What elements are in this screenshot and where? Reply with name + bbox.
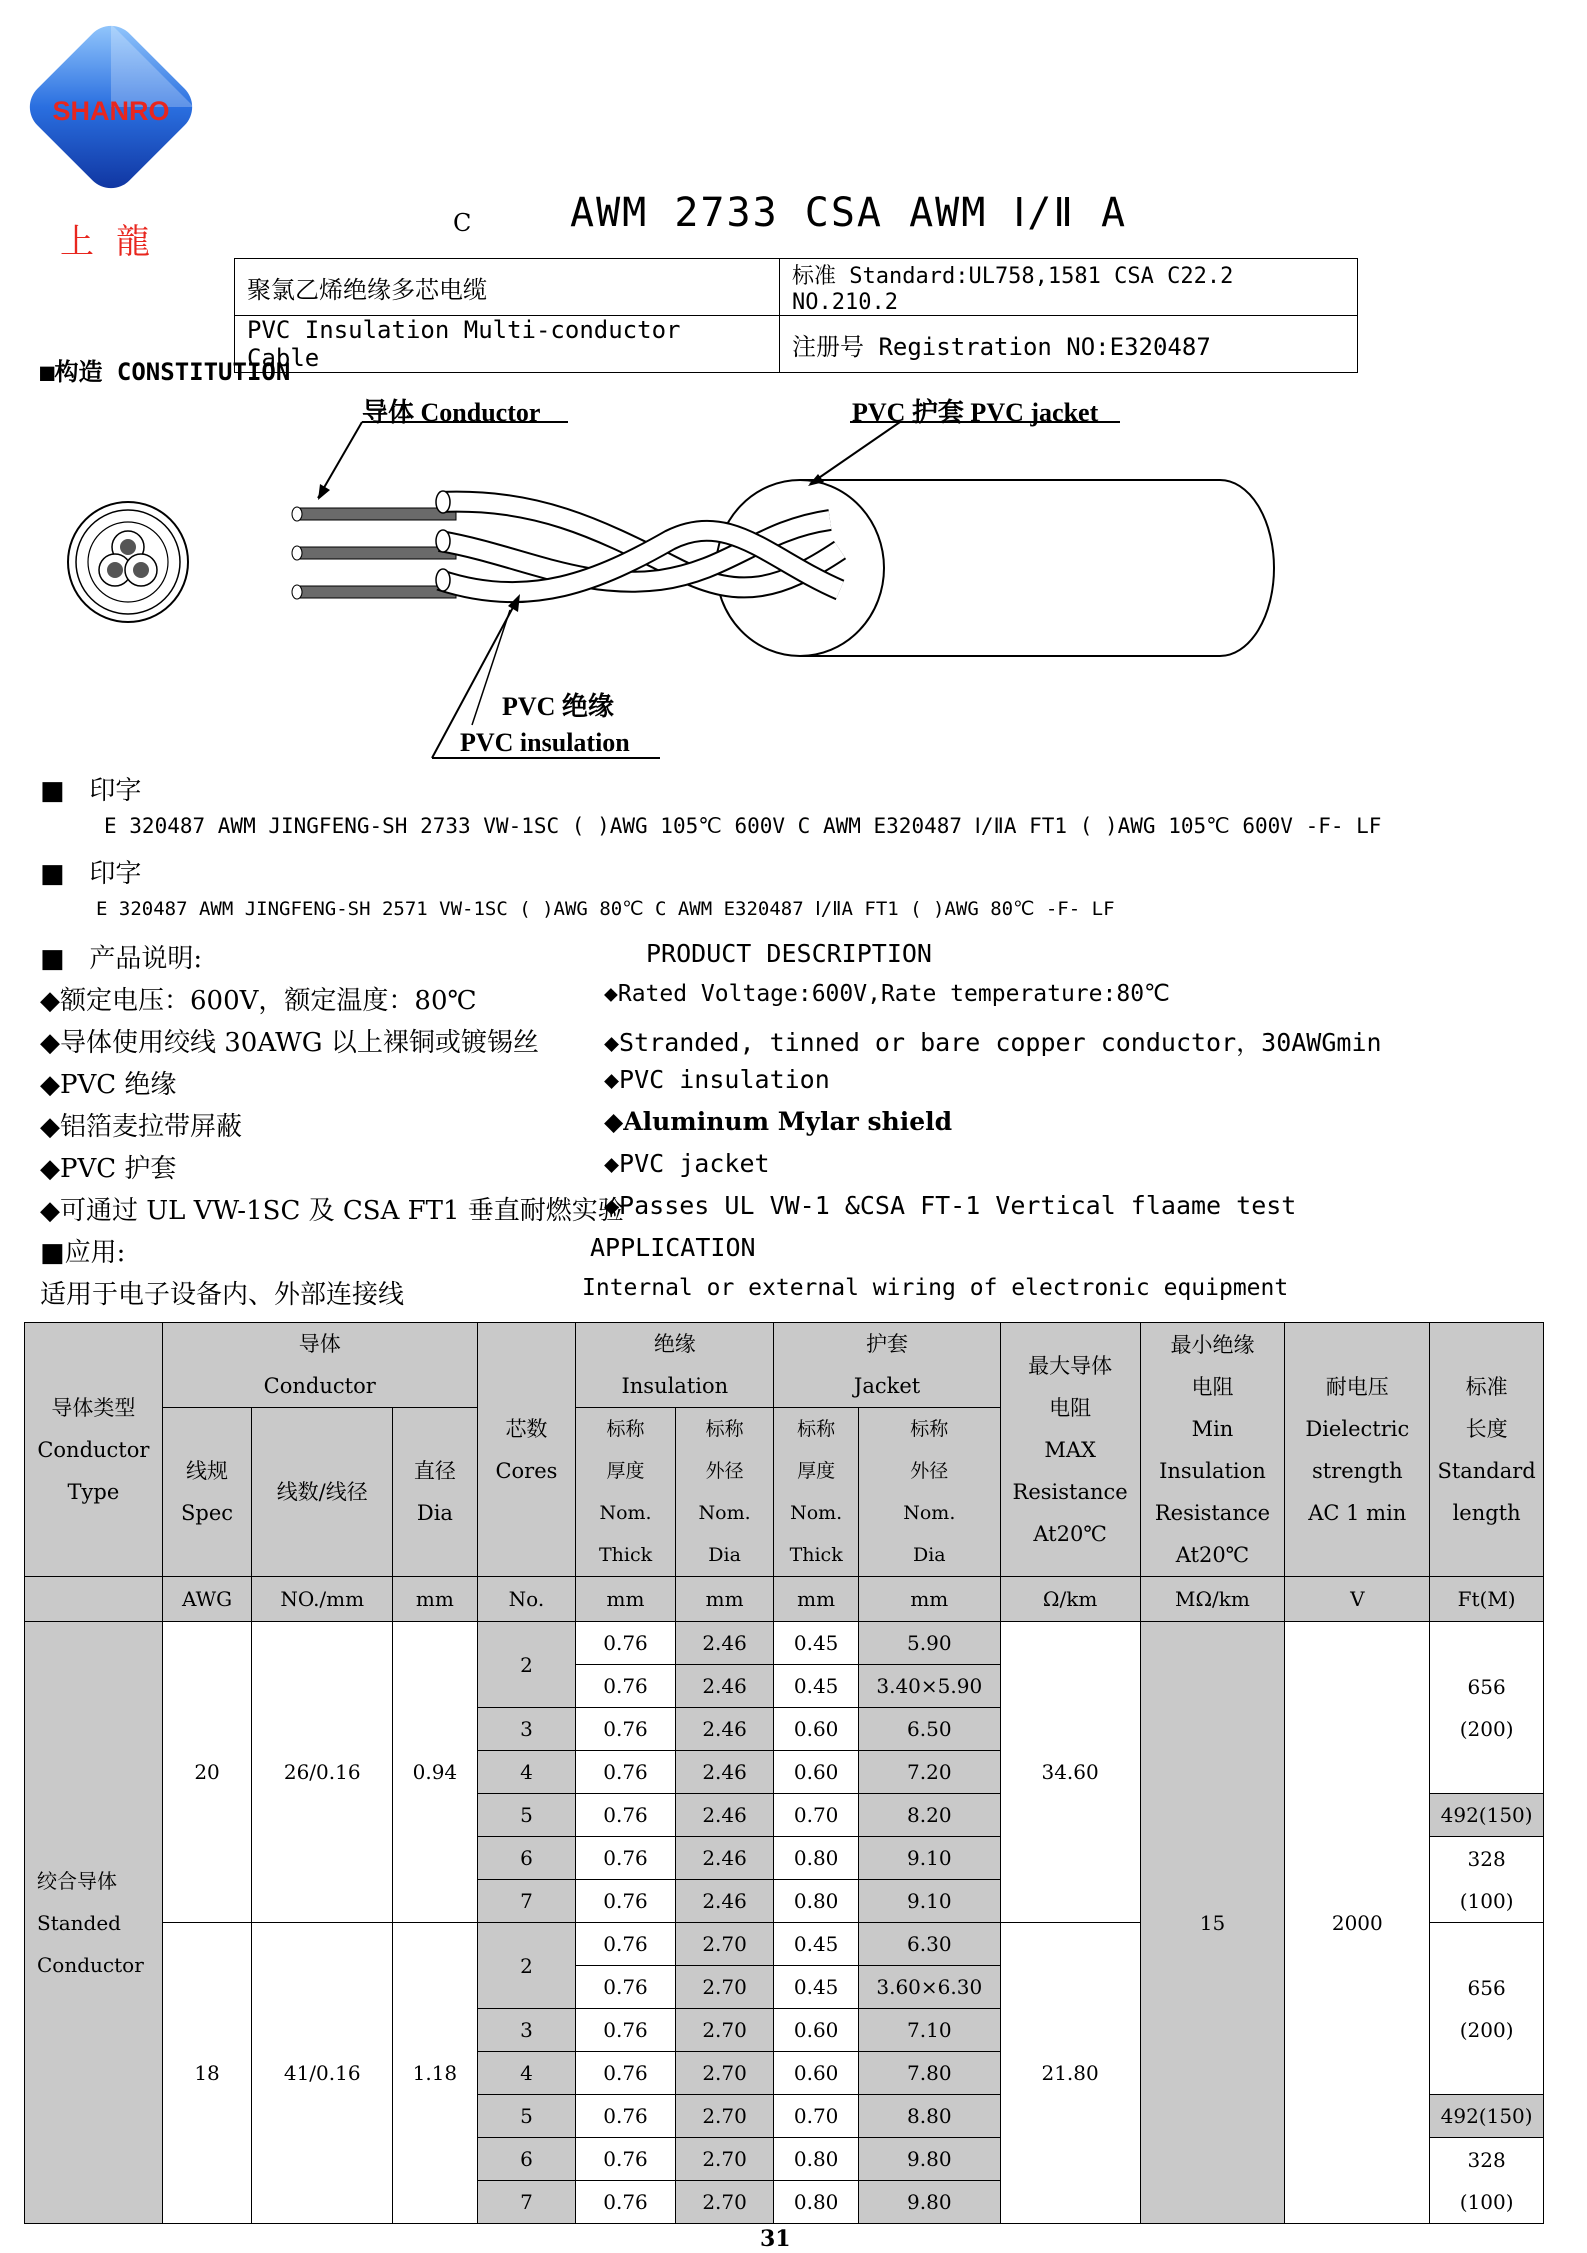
cores-cell: 6 [477,1837,576,1880]
jk-od-cell: 7.20 [858,1751,1000,1794]
ins-od-cell: 2.70 [675,1923,774,1966]
ins-thick-cell: 0.76 [576,2052,676,2095]
jk-od-cell: 6.50 [858,1708,1000,1751]
jk-od-cell: 7.80 [858,2052,1000,2095]
desc-item-en-3: ◆PVC insulation [604,1065,830,1094]
unit-ins-thick: mm [576,1577,676,1622]
resistance-18: 21.80 [1000,1923,1140,2224]
application-text-en: Internal or external wiring of electronic equipment [582,1275,1289,1301]
unit-resistance: Ω/km [1000,1577,1140,1622]
jk-od-cell: 8.80 [858,2095,1000,2138]
jk-od-cell: 3.60×6.30 [858,1966,1000,2009]
unit-awg: AWG [162,1577,252,1622]
standard: 标准 Standard:UL758,1581 CSA C22.2 NO.210.2 [780,259,1358,316]
length-cell: 656 (200) [1430,1622,1544,1794]
ins-thick-cell: 0.76 [576,2095,676,2138]
unit-jk-od: mm [858,1577,1000,1622]
jk-od-cell: 3.40×5.90 [858,1665,1000,1708]
title-prefix: C [453,209,472,237]
cable-name-en: PVC Insulation Multi-conductor Cable [235,316,780,373]
th-dielectric-strength: 耐电压 Dielectric strength AC 1 min [1285,1323,1430,1577]
length-cell: 492(150) [1430,2095,1544,2138]
marking-text-2: E 320487 AWM JINGFENG-SH 2571 VW-1SC ( )AWG 80℃ C AWM E320487 Ⅰ/ⅡA FT1 ( )AWG 80℃ -F- LF [96,898,1115,920]
unit-empty [25,1577,163,1622]
jk-thick-cell: 0.80 [774,1880,858,1923]
jk-thick-cell: 0.45 [774,1966,858,2009]
length-cell: 492(150) [1430,1794,1544,1837]
awg-18: 18 [162,1923,252,2224]
desc-item-cn-2: ◆导体使用绞线 30AWG 以上裸铜或镀锡丝 [40,1028,539,1058]
jk-thick-cell: 0.70 [774,2095,858,2138]
ins-od-cell: 2.70 [675,1966,774,2009]
cores-cell: 5 [477,1794,576,1837]
length-cell: 328 (100) [1430,2138,1544,2224]
ins-thick-cell: 0.76 [576,1880,676,1923]
th-strands: 线数/线径 [252,1408,393,1577]
desc-item-cn-1: ◆额定电压：600V，额定温度：80℃ [40,986,477,1016]
jk-od-cell: 9.80 [858,2181,1000,2224]
cores-cell: 4 [477,1751,576,1794]
ins-od-cell: 2.46 [675,1665,774,1708]
ins-thick-cell: 0.76 [576,1837,676,1880]
page-title: AWM 2733 CSA AWM Ⅰ/Ⅱ A [570,190,1128,236]
ins-thick-cell: 0.76 [576,2138,676,2181]
logo-text: SHANRO [52,96,170,126]
ins-thick-cell: 0.76 [576,2009,676,2052]
ins-od-cell: 2.46 [675,1837,774,1880]
th-ins-thick: 标称 厚度 Nom. Thick [576,1408,676,1577]
jk-od-cell: 8.20 [858,1794,1000,1837]
ins-thick-cell: 0.76 [576,1708,676,1751]
cores-cell: 7 [477,2181,576,2224]
cores-cell: 5 [477,2095,576,2138]
ins-thick-cell: 0.76 [576,1966,676,2009]
unit-ins-resistance: MΩ/km [1140,1577,1285,1622]
unit-dia: mm [393,1577,478,1622]
ins-thick-cell: 0.76 [576,2181,676,2224]
desc-item-en-6: ◆Passes UL VW-1 &CSA FT-1 Vertical flaame test [604,1191,1297,1220]
ins-thick-cell: 0.76 [576,1794,676,1837]
ins-thick-cell: 0.76 [576,1622,676,1665]
insulation-resistance: 15 [1140,1622,1285,2224]
length-cell: 328 (100) [1430,1837,1544,1923]
header-table [234,258,1358,373]
cores-cell: 3 [477,2009,576,2052]
desc-item-cn-5: ◆PVC 护套 [40,1154,177,1184]
th-min-insulation-resistance: 最小绝缘 电阻 Min Insulation Resistance At20℃ [1140,1323,1285,1577]
jk-thick-cell: 0.60 [774,1751,858,1794]
cores-cell: 6 [477,2138,576,2181]
th-conductor-type: 导体类型 Conductor Type [25,1323,163,1577]
logo-chinese-name: 上龍 [60,222,172,262]
conductor-type-cell: 绞合导体 Standed Conductor [25,1622,163,2224]
ins-od-cell: 2.70 [675,2095,774,2138]
th-standard-length: 标准 长度 Standard length [1430,1323,1544,1577]
strands-18: 41/0.16 [252,1923,393,2224]
th-max-resistance: 最大导体 电阻 MAX Resistance At20℃ [1000,1323,1140,1577]
application-text-cn: 适用于电子设备内、外部连接线 [40,1280,405,1310]
desc-item-cn-4: ◆铝箔麦拉带屏蔽 [40,1112,242,1142]
unit-length: Ft(M) [1430,1577,1544,1622]
jk-od-cell: 6.30 [858,1923,1000,1966]
desc-item-en-2: ◆Stranded, tinned or bare copper conductor，30AWGmin [604,1028,1382,1057]
th-spec: 线规 Spec [162,1408,252,1577]
desc-item-cn-3: ◆PVC 绝缘 [40,1070,177,1100]
th-cores: 芯数 Cores [477,1323,576,1577]
jk-od-cell: 9.10 [858,1880,1000,1923]
th-jk-od: 标称 外径 Nom. Dia [858,1408,1000,1577]
jk-thick-cell: 0.80 [774,2181,858,2224]
jk-thick-cell: 0.80 [774,1837,858,1880]
unit-dielectric: V [1285,1577,1430,1622]
dielectric-strength: 2000 [1285,1622,1430,2224]
cores-cell: 2 [477,1923,576,2009]
th-dia: 直径 Dia [393,1408,478,1577]
ins-od-cell: 2.70 [675,2009,774,2052]
jk-thick-cell: 0.60 [774,2009,858,2052]
shanro-logo [16,12,206,202]
cable-diagram [40,380,1330,770]
cores-cell: 7 [477,1880,576,1923]
th-conductor: 导体 Conductor [162,1323,477,1408]
description-heading-en: PRODUCT DESCRIPTION [646,939,932,968]
jk-thick-cell: 0.45 [774,1622,858,1665]
desc-item-en-4: ◆Aluminum Mylar shield [604,1107,953,1136]
ins-thick-cell: 0.76 [576,1751,676,1794]
label-pvc-jacket: PVC 护套 PVC jacket [852,398,1099,427]
label-insulation-cn: PVC 绝缘 [502,692,614,721]
constitution-heading: ■构造 CONSTITUTION [40,358,291,386]
jk-thick-cell: 0.60 [774,2052,858,2095]
marking-heading-1: ■ 印字 [40,776,142,806]
label-conductor: 导体 Conductor [362,398,541,427]
registration: 注册号 Registration NO:E320487 [780,316,1358,373]
ins-od-cell: 2.70 [675,2138,774,2181]
jk-thick-cell: 0.80 [774,2138,858,2181]
desc-item-en-1: ◆Rated Voltage:600V,Rate temperature:80℃ [604,981,1170,1007]
ins-od-cell: 2.46 [675,1622,774,1665]
application-heading-en: APPLICATION [590,1233,756,1262]
unit-ins-od: mm [675,1577,774,1622]
ins-od-cell: 2.46 [675,1880,774,1923]
th-jacket: 护套 Jacket [774,1323,1000,1408]
jk-thick-cell: 0.70 [774,1794,858,1837]
marking-heading-2: ■ 印字 [40,859,142,889]
cross-section [68,502,188,622]
unit-strands: NO./mm [252,1577,393,1622]
ins-od-cell: 2.46 [675,1751,774,1794]
marking-text-1: E 320487 AWM JINGFENG-SH 2733 VW-1SC ( )AWG 105℃ 600V C AWM E320487 Ⅰ/ⅡA FT1 ( )AWG 105℃ 600V -F- LF [104,814,1382,838]
th-insulation: 绝缘 Insulation [576,1323,774,1408]
label-insulation-en: PVC insulation [460,728,630,757]
page-number: 31 [760,2226,791,2252]
ins-od-cell: 2.70 [675,2181,774,2224]
jk-od-cell: 5.90 [858,1622,1000,1665]
application-heading-cn: ■应用: [40,1238,126,1268]
cores-cell: 3 [477,1708,576,1751]
ins-thick-cell: 0.76 [576,1665,676,1708]
jk-od-cell: 7.10 [858,2009,1000,2052]
jk-thick-cell: 0.60 [774,1708,858,1751]
cores-cell: 4 [477,2052,576,2095]
length-cell: 656 (200) [1430,1923,1544,2095]
ins-od-cell: 2.46 [675,1708,774,1751]
desc-item-en-5: ◆PVC jacket [604,1149,770,1178]
ins-od-cell: 2.46 [675,1794,774,1837]
jk-od-cell: 9.10 [858,1837,1000,1880]
cores-cell: 2 [477,1622,576,1708]
awg-20: 20 [162,1622,252,1923]
description-heading-cn: ■ 产品说明: [40,944,203,974]
dia-20: 0.94 [393,1622,478,1923]
unit-cores: No. [477,1577,576,1622]
desc-item-cn-6: ◆可通过 UL VW-1SC 及 CSA FT1 垂直耐燃实验 [40,1196,624,1226]
ins-od-cell: 2.70 [675,2052,774,2095]
cable-name-cn: 聚氯乙烯绝缘多芯电缆 [235,259,780,316]
resistance-20: 34.60 [1000,1622,1140,1923]
jk-od-cell: 9.80 [858,2138,1000,2181]
ins-thick-cell: 0.76 [576,1923,676,1966]
jk-thick-cell: 0.45 [774,1923,858,1966]
th-jk-thick: 标称 厚度 Nom. Thick [774,1408,858,1577]
spec-table [24,1322,1544,2224]
jk-thick-cell: 0.45 [774,1665,858,1708]
dia-18: 1.18 [393,1923,478,2224]
strands-20: 26/0.16 [252,1622,393,1923]
th-ins-od: 标称 外径 Nom. Dia [675,1408,774,1577]
unit-jk-thick: mm [774,1577,858,1622]
